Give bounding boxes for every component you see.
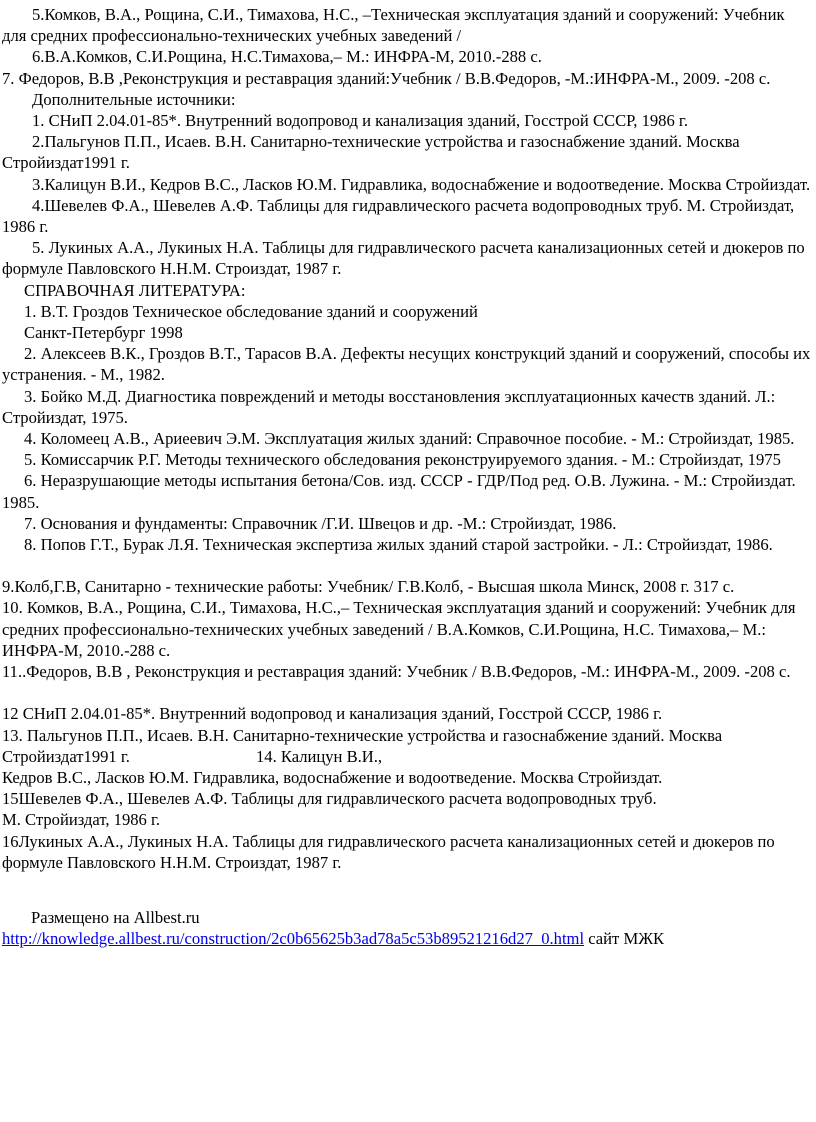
list-item-9: 9.Колб,Г.В, Санитарно - технические работы: Учебник/ Г.В.Колб, - Высшая школа Минск, 2008 г. 317 с. <box>2 577 735 597</box>
reference-item-8: 8. Попов Г.Т., Бурак Л.Я. Техническая экспертиза жилых зданий старой застройки. - Л.: Стройиздат, 1986. <box>24 535 773 555</box>
reference-item-1-city: Санкт-Петербург 1998 <box>24 323 183 343</box>
footer-source-link[interactable]: http://knowledge.allbest.ru/construction/2c0b65625b3ad78a5c53b89521216d27_0.html <box>2 929 585 949</box>
spacer <box>2 555 812 576</box>
additional-item-3: 3.Калицун В.И., Кедров В.С., Ласков Ю.М. Гидравлика, водоснабжение и водоотведение. Москва Стройиздат. <box>32 174 811 194</box>
list-item-14-start: 14. Калицун В.И., <box>255 746 383 766</box>
list-item-12: 12 СНиП 2.04.01-85*. Внутренний водопровод и канализация зданий, Госстрой СССР, 1986 г. <box>2 704 663 724</box>
reference-item-3: 3. Бойко М.Д. Диагностика повреждений и методы восстановления эксплуатационных качеств зданий. Л.: Стройиздат, 1975. <box>2 386 776 427</box>
list-item-15: 15Шевелев Ф.А., Шевелев А.Ф. Таблицы для гидравлического расчета водопроводных труб. <box>2 789 657 809</box>
footer-source <box>2 928 812 949</box>
additional-item-2: 2.Пальгунов П.П., Исаев. В.Н. Санитарно-технические устройства и газоснабжение зданий. Москва Стройиздат1991 г. <box>2 132 740 173</box>
reference-item-6: 6. Неразрушающие методы испытания бетона/Сов. изд. СССР - ГДР/Под ред. О.В. Лужина. - М.: Стройиздат. 1985. <box>2 471 796 512</box>
spacer <box>2 873 812 907</box>
ref-item-7: 7. Федоров, В.В ,Реконструкция и реставрация зданий:Учебник / В.В.Федоров, -М.:ИНФРА-М., 2009. -208 с. <box>2 68 771 88</box>
ref-item-5: 5.Комков, В.А., Рощина, С.И., Тимахова, Н.С., –Техническая эксплуатация зданий и сооружений: Учебник для средних профессионально-технических учебных заведений / <box>2 5 785 46</box>
reference-item-2: 2. Алексеев В.К., Гроздов В.Т., Тарасов В.А. Дефекты несущих конструкций зданий и сооружений, способы их устранения. - М., 1982. <box>2 344 811 385</box>
additional-item-1: 1. СНиП 2.04.01-85*. Внутренний водопровод и канализация зданий, Госстрой СССР, 1986 г. <box>32 111 689 131</box>
additional-item-5: 5. Лукиных А.А., Лукиных Н.А. Таблицы для гидравлического расчета канализационных сетей и дюкеров по формуле Павловского Н.Н.М. Строиздат, 1987 г. <box>2 238 805 279</box>
spacer <box>2 682 812 703</box>
additional-sources-heading: Дополнительные источники: <box>32 89 236 109</box>
reference-item-1: 1. В.Т. Гроздов Техническое обследование зданий и сооружений <box>24 301 478 321</box>
reference-item-5: 5. Комиссарчик Р.Г. Методы технического обследования реконструируемого здания. - М.: Стройиздат, 1975 <box>24 450 781 470</box>
reference-literature-heading: СПРАВОЧНАЯ ЛИТЕРАТУРА: <box>24 280 246 300</box>
list-item-14: Кедров В.С., Ласков Ю.М. Гидравлика, водоснабжение и водоотведение. Москва Стройиздат. <box>2 767 663 787</box>
list-item-13 <box>2 725 812 767</box>
footer-posted-label: Размещено на Allbest.ru <box>31 907 200 927</box>
list-item-13-text: 13. Пальгунов П.П., Исаев. В.Н. Санитарно-технические устройства и газоснабжение зданий. Москва Стройиздат1991 г. <box>2 725 723 766</box>
list-item-10: 10. Комков, В.А., Рощина, С.И., Тимахова, Н.С.,– Техническая эксплуатация зданий и сооружений: Учебник для средних профессионально-технических учебных заведений / В.А.Комков, С.И.Рощина, Н.С. Тимахова,– М.: ИНФРА-М, 2010.-288 с. <box>2 598 796 660</box>
footer-source-suffix: сайт МЖК <box>584 929 665 949</box>
reference-item-7: 7. Основания и фундаменты: Справочник /Г.И. Швецов и др. -М.: Стройиздат, 1986. <box>24 513 617 533</box>
list-item-11: 11..Федоров, В.В , Реконструкция и реставрация зданий: Учебник / В.В.Федоров, -М.: ИНФРА-М., 2009. -208 с. <box>2 662 791 682</box>
additional-item-4: 4.Шевелев Ф.А., Шевелев А.Ф. Таблицы для гидравлического расчета водопроводных труб. М. Стройиздат, 1986 г. <box>2 195 795 237</box>
reference-item-4: 4. Коломеец А.В., Ариеевич Э.М. Эксплуатация жилых зданий: Справочное пособие. - М.: Стройиздат, 1985. <box>24 429 795 449</box>
list-item-16: 16Лукиных А.А., Лукиных Н.А. Таблицы для гидравлического расчета канализационных сетей и дюкеров по формуле Павловского Н.Н.М. Строиздат, 1987 г. <box>2 831 775 872</box>
list-item-15-publisher: М. Стройиздат, 1986 г. <box>2 810 161 830</box>
document-page <box>2 4 812 949</box>
ref-item-6: 6.В.А.Комков, С.И.Рощина, Н.С.Тимахова,– М.: ИНФРА-М, 2010.-288 с. <box>32 47 542 67</box>
